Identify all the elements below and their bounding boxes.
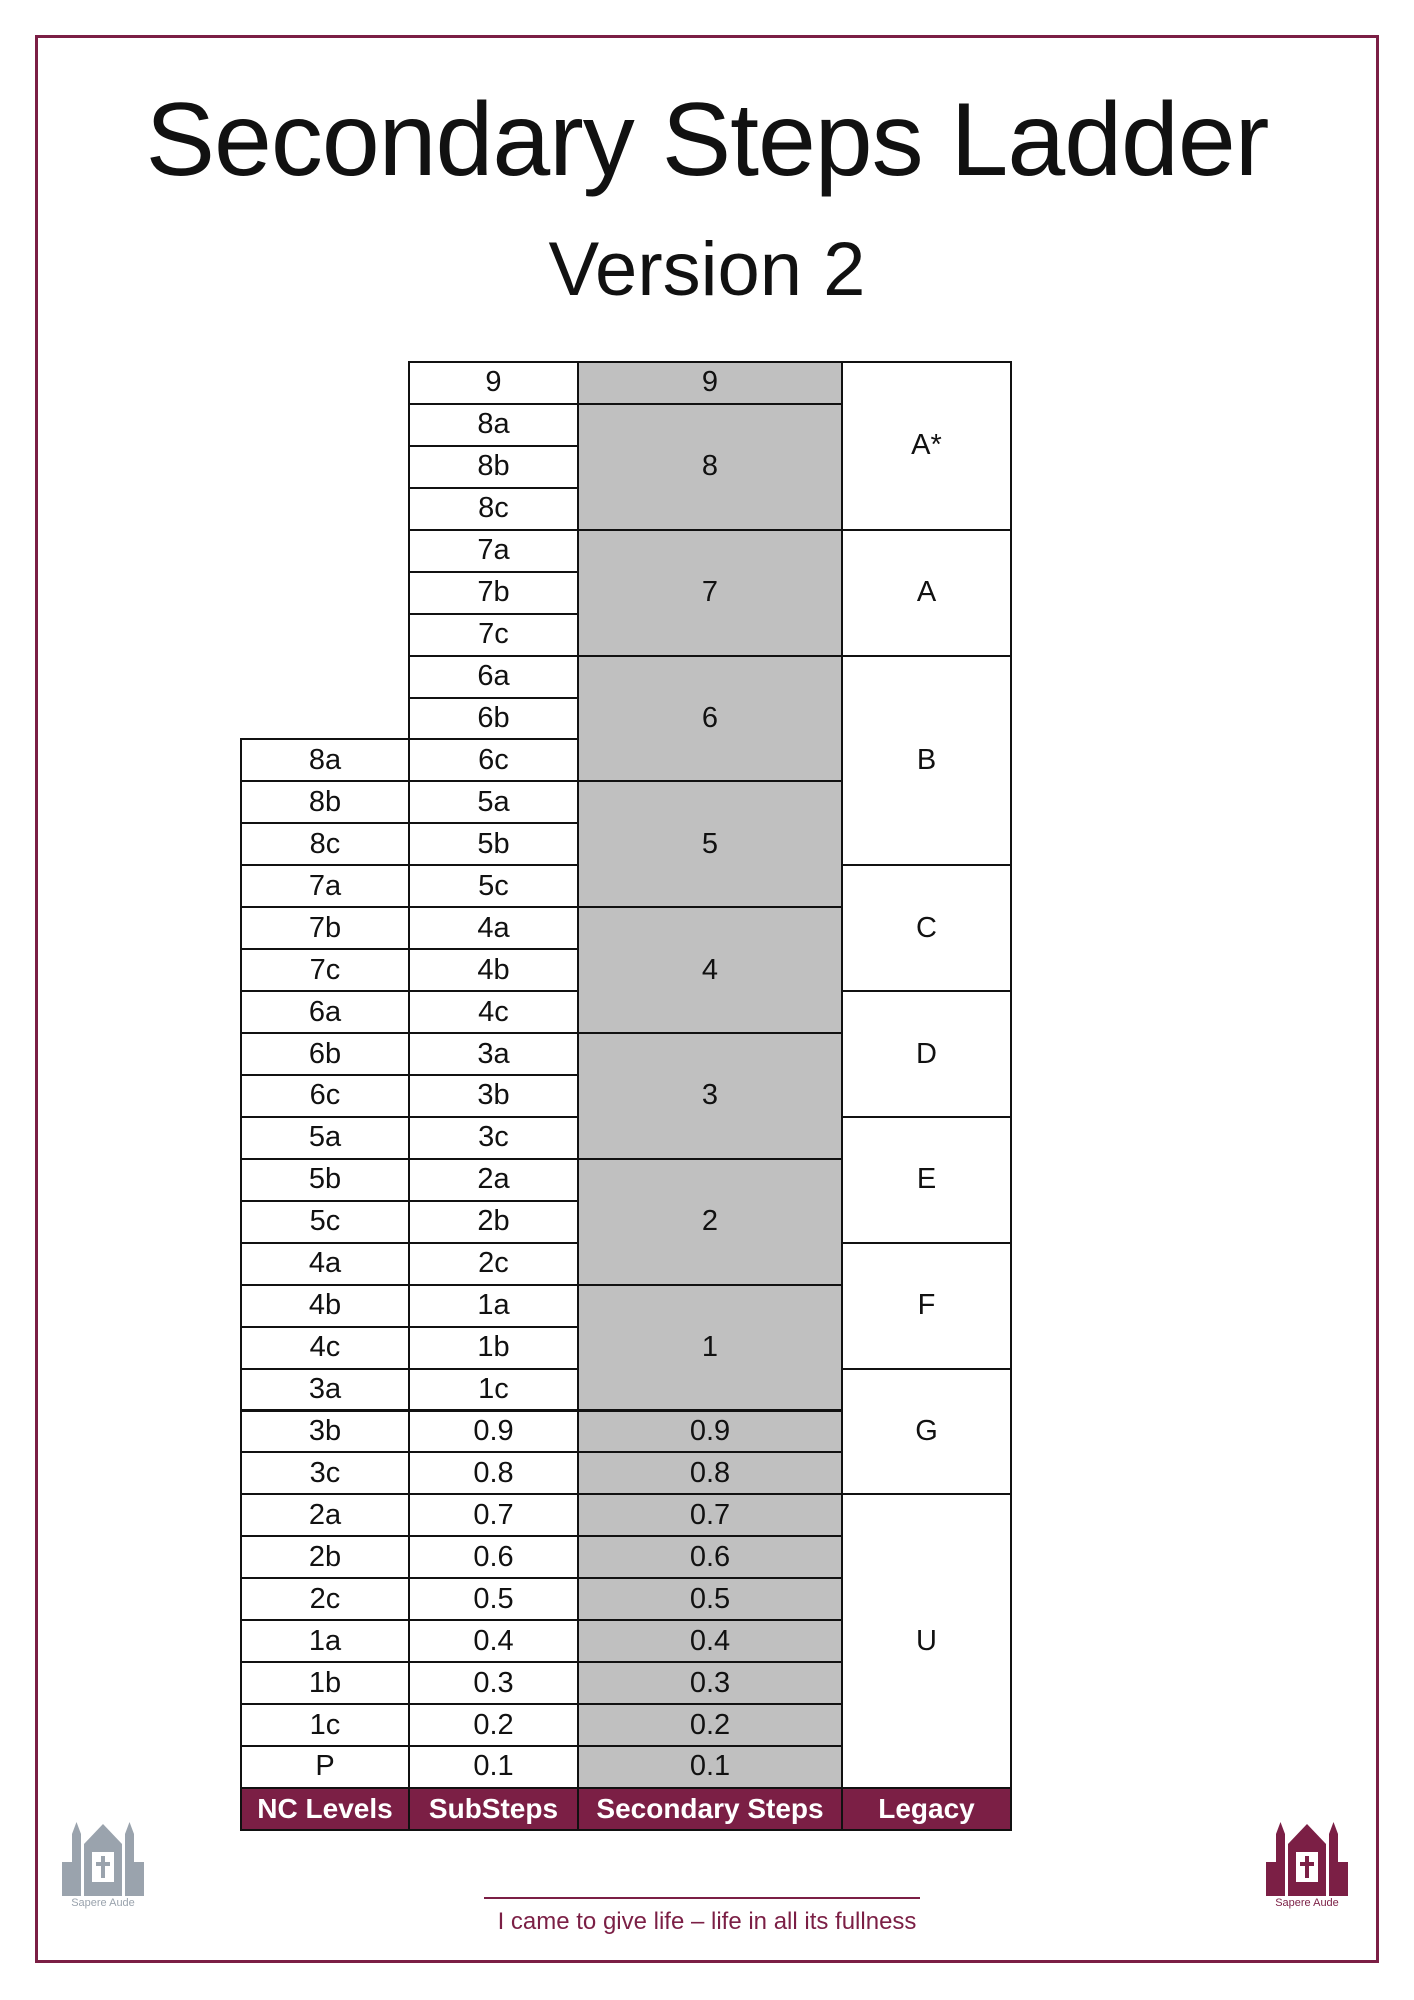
- substep-cell: 2c: [408, 1242, 579, 1286]
- secondary-step-cell: 7: [577, 529, 843, 657]
- secondary-step-cell: 5: [577, 780, 843, 908]
- substep-cell: 0.3: [408, 1661, 579, 1705]
- substep-cell: 2a: [408, 1158, 579, 1202]
- substep-cell: 4a: [408, 906, 579, 950]
- secondary-step-cell: 2: [577, 1158, 843, 1286]
- substep-cell: 4b: [408, 948, 579, 992]
- secondary-step-cell: 8: [577, 403, 843, 531]
- substep-cell: 8a: [408, 403, 579, 447]
- substep-cell: 0.9: [408, 1410, 579, 1454]
- secondary-step-cell: 0.9: [577, 1410, 843, 1454]
- legacy-grade-cell: U: [841, 1493, 1012, 1789]
- secondary-step-cell: 0.6: [577, 1535, 843, 1579]
- secondary-step-cell: 0.7: [577, 1493, 843, 1537]
- nc-level-cell: 1c: [240, 1703, 410, 1747]
- nc-level-cell: 2b: [240, 1535, 410, 1579]
- substep-cell: 0.8: [408, 1451, 579, 1495]
- substep-cell: 0.7: [408, 1493, 579, 1537]
- legacy-grade-cell: G: [841, 1368, 1012, 1496]
- school-logo-grey: [58, 1818, 148, 1909]
- substep-cell: 7b: [408, 571, 579, 615]
- substep-cell: 3a: [408, 1032, 579, 1076]
- nc-level-cell: 6a: [240, 990, 410, 1034]
- cathedral-cross-icon: [58, 1818, 148, 1896]
- substep-cell: 4c: [408, 990, 579, 1034]
- secondary-step-cell: 3: [577, 1032, 843, 1160]
- secondary-step-cell: 0.8: [577, 1451, 843, 1495]
- substep-cell: 2b: [408, 1200, 579, 1244]
- legacy-grade-cell: B: [841, 655, 1012, 867]
- legacy-grade-cell: D: [841, 990, 1012, 1118]
- legacy-grade-cell: E: [841, 1116, 1012, 1244]
- logo-caption: Sapere Aude: [1275, 1897, 1339, 1909]
- secondary-step-cell: 0.4: [577, 1619, 843, 1663]
- substep-cell: 0.2: [408, 1703, 579, 1747]
- substep-cell: 1a: [408, 1284, 579, 1328]
- header-secondary-steps: Secondary Steps: [577, 1787, 843, 1831]
- legacy-grade-cell: A*: [841, 361, 1012, 531]
- header-nc-levels: NC Levels: [240, 1787, 410, 1831]
- cathedral-cross-icon: [1262, 1818, 1352, 1896]
- substep-cell: 5a: [408, 780, 579, 824]
- legacy-grade-cell: C: [841, 864, 1012, 992]
- secondary-step-cell: 1: [577, 1284, 843, 1412]
- substep-cell: 7a: [408, 529, 579, 573]
- nc-level-cell: 6c: [240, 1074, 410, 1118]
- secondary-step-cell: 0.2: [577, 1703, 843, 1747]
- substep-cell: 8b: [408, 445, 579, 489]
- substep-cell: 0.4: [408, 1619, 579, 1663]
- page-subtitle: Version 2: [548, 227, 866, 312]
- nc-level-cell: 8c: [240, 822, 410, 866]
- substep-cell: 3b: [408, 1074, 579, 1118]
- substep-cell: 8c: [408, 487, 579, 531]
- nc-level-cell: 5a: [240, 1116, 410, 1160]
- nc-level-cell: 5c: [240, 1200, 410, 1244]
- legacy-grade-cell: F: [841, 1242, 1012, 1370]
- logo-caption: Sapere Aude: [71, 1897, 135, 1909]
- nc-level-cell: 4c: [240, 1326, 410, 1370]
- nc-level-cell: 5b: [240, 1158, 410, 1202]
- substep-cell: 5b: [408, 822, 579, 866]
- secondary-step-cell: 0.1: [577, 1745, 843, 1789]
- substep-cell: 7c: [408, 613, 579, 657]
- nc-level-cell: 2c: [240, 1577, 410, 1621]
- legacy-grade-cell: A: [841, 529, 1012, 657]
- substep-cell: 0.6: [408, 1535, 579, 1579]
- header-substeps: SubSteps: [408, 1787, 579, 1831]
- secondary-step-cell: 4: [577, 906, 843, 1034]
- footer-motto: I came to give life – life in all its fullness: [497, 1908, 917, 1935]
- nc-level-cell: 1a: [240, 1619, 410, 1663]
- secondary-step-cell: 9: [577, 361, 843, 405]
- nc-level-cell: 2a: [240, 1493, 410, 1537]
- substep-cell: 6c: [408, 738, 579, 782]
- substep-cell: 0.1: [408, 1745, 579, 1789]
- secondary-step-cell: 0.3: [577, 1661, 843, 1705]
- nc-level-cell: 6b: [240, 1032, 410, 1076]
- nc-level-cell: 4b: [240, 1284, 410, 1328]
- secondary-step-cell: 6: [577, 655, 843, 783]
- substep-cell: 5c: [408, 864, 579, 908]
- substep-cell: 6b: [408, 697, 579, 741]
- nc-level-cell: 3a: [240, 1368, 410, 1412]
- nc-level-cell: 4a: [240, 1242, 410, 1286]
- nc-level-cell: 8b: [240, 780, 410, 824]
- school-logo-brand: [1262, 1818, 1352, 1909]
- nc-level-cell: 7b: [240, 906, 410, 950]
- substep-cell: 6a: [408, 655, 579, 699]
- substep-cell: 1b: [408, 1326, 579, 1370]
- substep-cell: 3c: [408, 1116, 579, 1160]
- nc-level-cell: 3c: [240, 1451, 410, 1495]
- nc-level-cell: 7c: [240, 948, 410, 992]
- nc-level-cell: 1b: [240, 1661, 410, 1705]
- secondary-step-cell: 0.5: [577, 1577, 843, 1621]
- footer-divider: [484, 1897, 920, 1899]
- substep-cell: 9: [408, 361, 579, 405]
- nc-level-cell: 8a: [240, 738, 410, 782]
- substep-cell: 0.5: [408, 1577, 579, 1621]
- nc-level-cell: 3b: [240, 1410, 410, 1454]
- page-title: Secondary Steps Ladder: [145, 82, 1269, 198]
- nc-level-cell: 7a: [240, 864, 410, 908]
- substep-cell: 1c: [408, 1368, 579, 1412]
- header-legacy: Legacy: [841, 1787, 1012, 1831]
- nc-level-cell: P: [240, 1745, 410, 1789]
